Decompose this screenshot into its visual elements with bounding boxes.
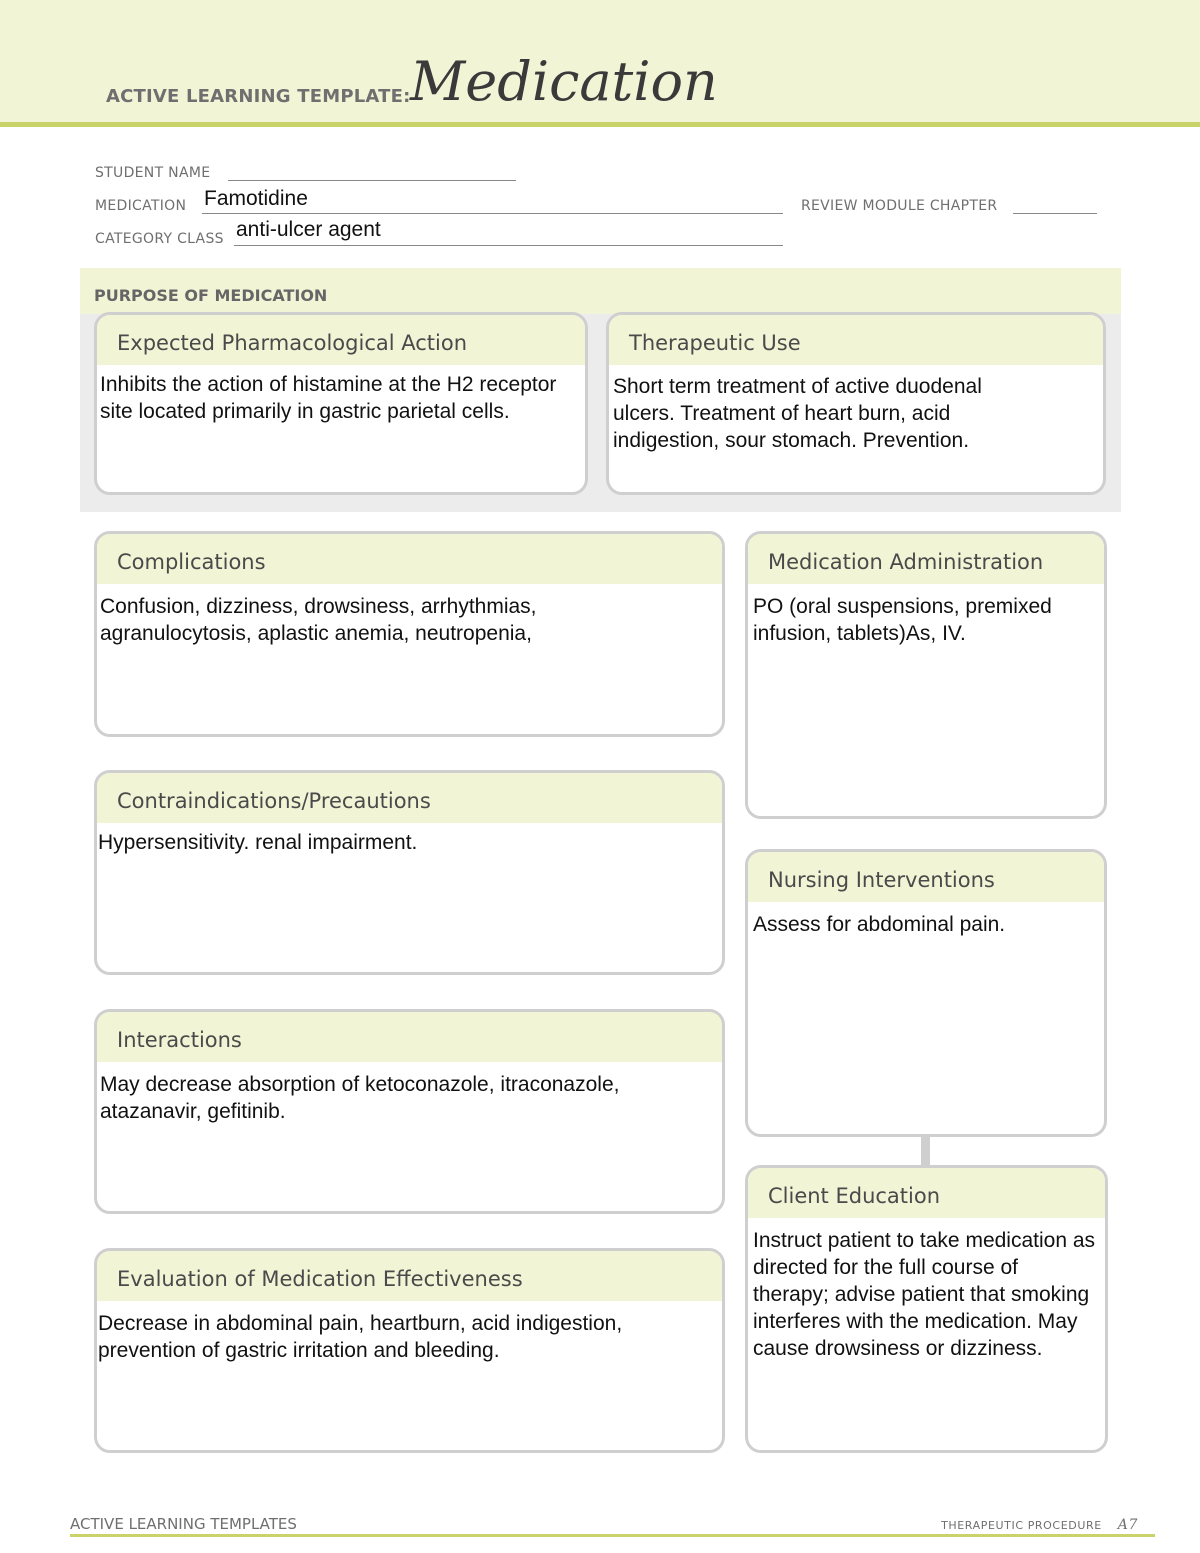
footer-rule [70, 1534, 1155, 1537]
purpose-label: PURPOSE OF MEDICATION [94, 286, 328, 305]
complications-body[interactable]: Confusion, dizziness, drowsiness, arrhythmias, agranulocytosis, aplastic anemia, neutropenia, [100, 595, 537, 645]
contraindications-body[interactable]: Hypersensitivity. renal impairment. [98, 831, 418, 854]
complications-box [94, 531, 725, 737]
medication-line[interactable] [202, 213, 783, 214]
connector-bar [921, 1134, 930, 1167]
medication-value[interactable]: Famotidine [204, 187, 308, 210]
student-name-label: STUDENT NAME [95, 165, 211, 181]
category-class-label: CATEGORY CLASS [95, 231, 224, 247]
review-module-label: REVIEW MODULE CHAPTER [801, 198, 998, 214]
nursing-interventions-box [745, 849, 1107, 1137]
footer-page: A7 [1117, 1517, 1138, 1533]
student-name-line[interactable] [228, 180, 516, 181]
header-label: ACTIVE LEARNING TEMPLATE: [106, 86, 411, 107]
category-class-value[interactable]: anti-ulcer agent [236, 218, 381, 241]
therapeutic-use-title: Therapeutic Use [609, 315, 1103, 365]
category-class-line[interactable] [234, 245, 783, 246]
review-module-line[interactable] [1013, 213, 1097, 214]
expected-action-body[interactable]: Inhibits the action of histamine at the H2 receptor site located primarily in gastric parietal cells. [100, 373, 557, 423]
therapeutic-use-body[interactable]: Short term treatment of active duodenal ulcers. Treatment of heart burn, acid indigestion, sour stomach. Prevention. [613, 375, 982, 452]
contraindications-box [94, 770, 725, 975]
interactions-box [94, 1009, 725, 1214]
interactions-title: Interactions [97, 1012, 722, 1062]
footer-left: ACTIVE LEARNING TEMPLATES [70, 1515, 297, 1533]
complications-title: Complications [97, 534, 722, 584]
evaluation-box [94, 1248, 725, 1453]
footer-procedure: THERAPEUTIC PROCEDURE [941, 1519, 1102, 1532]
interactions-body[interactable]: May decrease absorption of ketoconazole, itraconazole, atazanavir, gefitinib. [100, 1073, 620, 1123]
footer-right [941, 1517, 1138, 1533]
contraindications-title: Contraindications/Precautions [97, 773, 722, 823]
therapeutic-use-box [606, 312, 1106, 495]
client-education-box [745, 1165, 1108, 1453]
evaluation-body[interactable]: Decrease in abdominal pain, heartburn, acid indigestion, prevention of gastric irritation and bleeding. [98, 1312, 623, 1362]
medication-administration-body[interactable]: PO (oral suspensions, premixed infusion, tablets)As, IV. [753, 595, 1052, 645]
client-education-title: Client Education [748, 1168, 1105, 1218]
nursing-interventions-body[interactable]: Assess for abdominal pain. [753, 913, 1006, 936]
medication-administration-title: Medication Administration [748, 534, 1104, 584]
header-rule [0, 122, 1200, 127]
expected-action-box [94, 312, 588, 495]
medication-label: MEDICATION [95, 198, 187, 214]
nursing-interventions-title: Nursing Interventions [748, 852, 1104, 902]
evaluation-title: Evaluation of Medication Effectiveness [97, 1251, 722, 1301]
page-title: Medication [410, 50, 718, 113]
medication-administration-box [745, 531, 1107, 819]
expected-action-title: Expected Pharmacological Action [97, 315, 585, 365]
client-education-body[interactable]: Instruct patient to take medication as directed for the full course of therapy; advise patient that smoking interferes with the medication. May cause drowsiness or dizziness. [753, 1229, 1096, 1360]
